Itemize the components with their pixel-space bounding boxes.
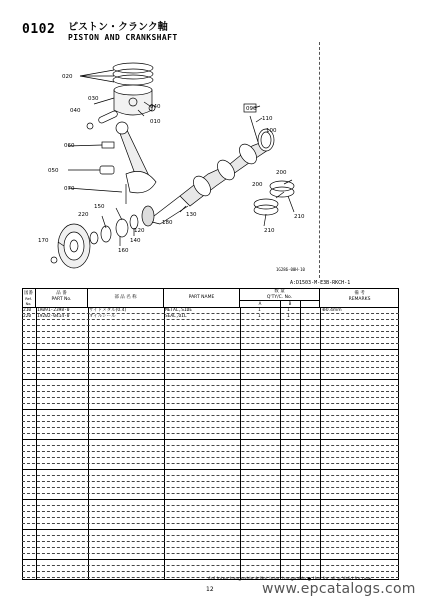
callout-label: 150	[94, 204, 105, 210]
row-ref: 220	[23, 314, 32, 319]
col-ref-en: Ref. No.	[25, 296, 32, 306]
col-qty-en: Q'TY/C. No.	[266, 294, 293, 300]
callout-label: 090	[246, 106, 257, 112]
col-qty-a: A	[240, 301, 281, 308]
col-remarks	[320, 288, 399, 308]
callout-label: 180	[162, 220, 173, 226]
row-name-en: METAL,SIDE	[165, 308, 193, 313]
row-name-jp: オイルシール	[89, 314, 116, 319]
callout-label: 140	[130, 238, 141, 244]
callout-label: 170	[38, 238, 49, 244]
exploded-diagram	[30, 46, 320, 278]
callout-label: 200	[252, 182, 263, 188]
col-name-en: PART NAME	[164, 288, 240, 308]
callout-label: 050	[48, 168, 59, 174]
callout-label: 010	[150, 119, 161, 125]
legend-note: 4-4 Interchangeable ※ Not interchangeable ● Use for all ◎ Valid for new	[208, 577, 372, 582]
row-ref: 210	[23, 308, 32, 313]
col-qty	[240, 288, 320, 308]
col-name-jp: 部 品 名 称	[88, 288, 164, 308]
col-remarks-jp: 備 考	[354, 291, 365, 296]
page-title-jp: ピストン・クランク軸	[68, 22, 168, 33]
col-part-no	[36, 288, 88, 308]
callout-label: 210	[294, 214, 305, 220]
row-qty-b: 1	[287, 314, 290, 319]
row-name-jp: サイドメタル(0.4)	[89, 308, 127, 313]
callout-label: 110	[262, 116, 273, 122]
callout-label: 060	[64, 143, 75, 149]
callout-label: 040	[150, 104, 161, 110]
callout-label: 200	[276, 170, 287, 176]
callout-label: 210	[264, 228, 275, 234]
callout-label: 120	[134, 228, 145, 234]
col-ref	[22, 288, 36, 308]
row-name-en: SEAL,OIL	[165, 314, 187, 319]
callout-label: 100	[266, 128, 277, 134]
callout-label: 030	[88, 96, 99, 102]
callout-label: 160	[118, 248, 129, 254]
row-part-no: 1A091-2398-0	[37, 308, 70, 313]
col-part-no-jp: 品 番	[56, 291, 67, 296]
row-qty-a: 1	[258, 308, 261, 313]
col-qty-b: B	[280, 301, 301, 308]
figure-number: 1G286-00H-10	[276, 267, 305, 272]
callout-label: 220	[78, 212, 89, 218]
col-part-no-en: PART No.	[51, 296, 72, 302]
page-number: 12	[206, 586, 214, 593]
row-qty-b: 1	[287, 308, 290, 313]
col-qty-jp: 数 量	[274, 289, 285, 294]
watermark: www.epcatalogs.com	[262, 581, 416, 597]
callout-label: 070	[64, 186, 75, 192]
row-remarks: ⊕0.4mm	[322, 308, 342, 313]
row-qty-a: 1	[258, 314, 261, 319]
callout-label: 040	[70, 108, 81, 114]
page-title: PISTON AND CRANKSHAFT	[68, 33, 178, 42]
section-code: 0102	[22, 22, 56, 37]
callout-label: 020	[62, 74, 73, 80]
row-part-no: 19202-0414-0	[37, 314, 70, 319]
catalog-code-ref: A:D1503-M-E3B-RKCH-1	[290, 280, 351, 286]
col-remarks-en: REMARKS	[348, 296, 371, 302]
callout-label: 130	[186, 212, 197, 218]
col-ref-jp: 図番	[24, 291, 33, 296]
table-header	[22, 288, 399, 308]
